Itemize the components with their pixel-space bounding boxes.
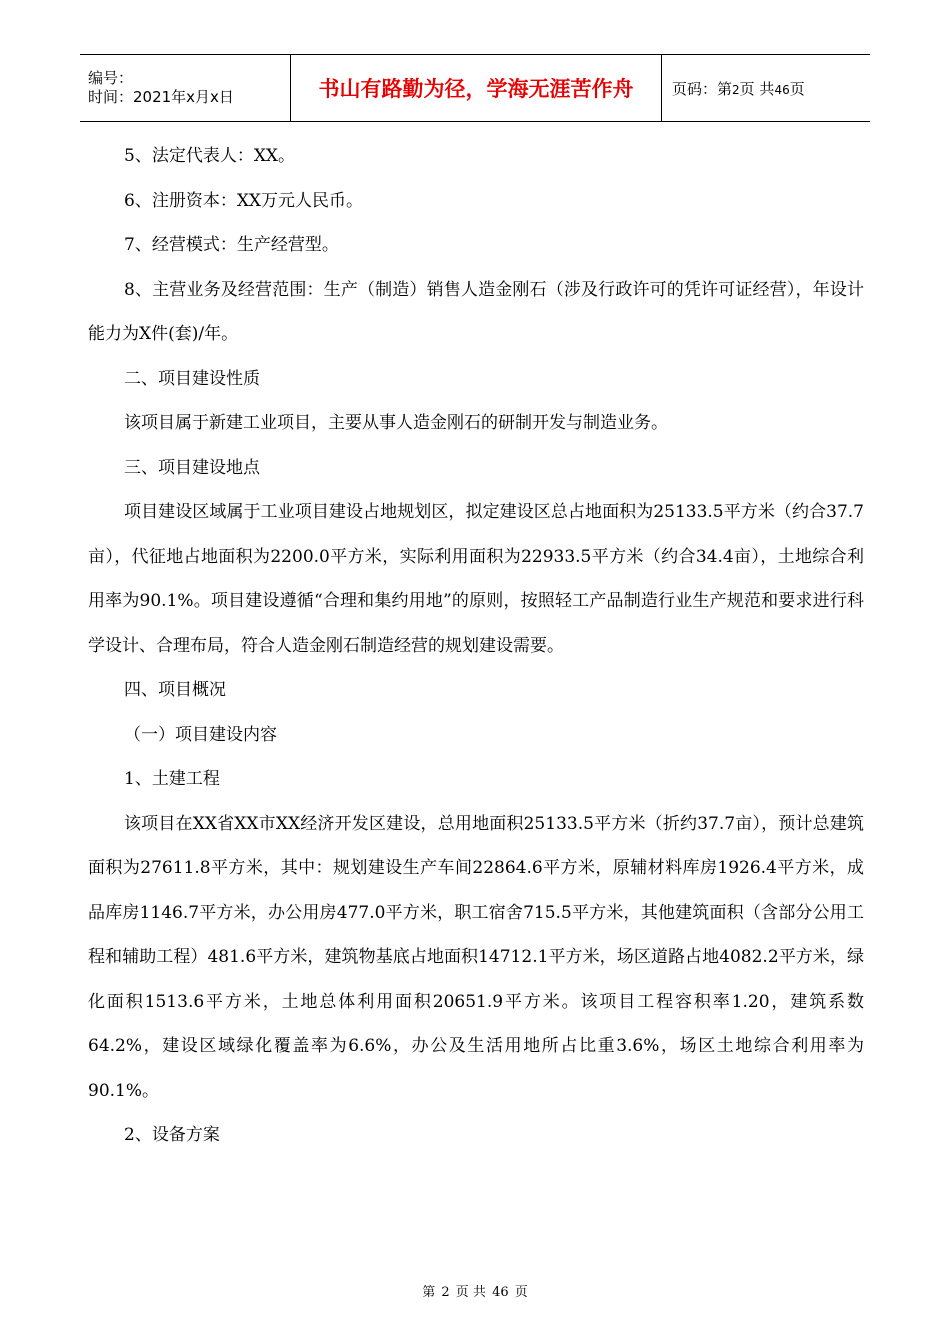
paragraph-project-nature: 该项目属于新建工业项目，主要从事人造金刚石的研制开发与制造业务。 <box>124 413 668 433</box>
header-motto: 书山有路勤为径，学海无涯苦作舟 <box>291 55 662 122</box>
page-footer <box>0 1281 950 1300</box>
header-page-mid: 页 共 <box>739 79 775 98</box>
page-header <box>80 54 870 122</box>
header-page-suffix: 页 <box>789 79 805 98</box>
subsection-heading-construction-content: （一）项目建设内容 <box>124 724 277 745</box>
section-heading-project-overview: 四、项目概况 <box>124 680 226 700</box>
document-time: 时间：2021年x月x日 <box>88 88 234 106</box>
footer-mid: 页 共 <box>455 1285 486 1300</box>
header-page-prefix: 页码：第 <box>672 79 733 98</box>
footer-prefix: 第 <box>422 1285 436 1300</box>
section-heading-project-location: 三、项目建设地点 <box>124 457 260 478</box>
paragraph-project-location: 项目建设区域属于工业项目建设占地规划区，拟定建设区总占地面积为25133.5平方米（约合37.7亩），代征地占地面积为2200.0平方米，实际利用面积为22933.5平方米（约合34.4亩），土地综合利用率为90.1%。项目建设遵循“合理和集约用地”的原则，按照轻工产品制造行业生产规范和要求进行科学设计、合理布局，符合人造金刚石制造经营的规划建设需要。 <box>88 502 864 656</box>
paragraph-business-model: 7、经营模式：生产经营型。 <box>124 235 339 255</box>
header-page-total: 46 <box>774 82 790 97</box>
document-body <box>88 134 864 1158</box>
footer-page-number: 2 <box>441 1285 450 1300</box>
paragraph-business-scope: 8、主营业务及经营范围：生产（制造）销售人造金刚石（涉及行政许可的凭许可证经营），年设计能力为X件(套)/年。 <box>88 279 864 344</box>
subsection-heading-equipment-plan: 2、设备方案 <box>124 1125 220 1145</box>
header-page-number: 2 <box>732 82 740 97</box>
paragraph-legal-representative: 5、法定代表人：XX。 <box>124 146 296 166</box>
document-number-label: 编号： <box>88 69 134 87</box>
footer-page-total: 46 <box>492 1285 509 1300</box>
header-page-info <box>662 55 871 122</box>
paragraph-registered-capital: 6、注册资本：XX万元人民币。 <box>124 190 364 211</box>
subsection-heading-civil-engineering: 1、土建工程 <box>124 769 220 789</box>
header-info <box>80 55 291 122</box>
footer-suffix: 页 <box>514 1285 528 1300</box>
section-heading-project-nature: 二、项目建设性质 <box>124 368 260 389</box>
paragraph-civil-engineering: 该项目在XX省XX市XX经济开发区建设，总用地面积25133.5平方米（折约37.7亩），预计总建筑面积为27611.8平方米，其中：规划建设生产车间22864.6平方米，原辅材料库房1926.4平方米，成品库房1146.7平方米，办公用房477.0平方米，职工宿舍715.5平方米，其他建筑面积（含部分公用工程和辅助工程）481.6平方米，建筑物基底占地面积14712.1平方米，场区道路占地4082.2平方米，绿化面积1513.6平方米，土地总体利用面积20651.9平方米。该项目工程容积率1.20，建筑系数64.2%，建设区域绿化覆盖率为6.6%，办公及生活用地所占比重3.6%，场区土地综合利用率为90.1%。 <box>88 813 864 1101</box>
